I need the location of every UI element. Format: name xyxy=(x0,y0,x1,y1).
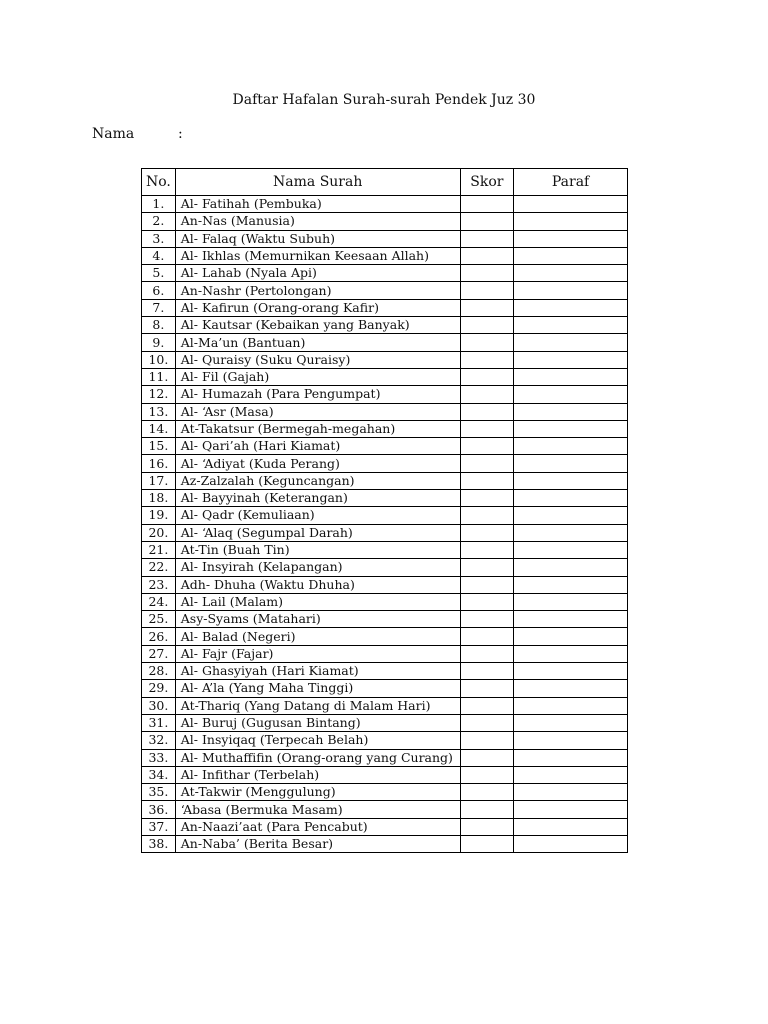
surah-name-cell: Al- Fil (Gajah) xyxy=(175,368,460,385)
skor-cell[interactable] xyxy=(460,663,513,680)
surah-name-cell: Al- Balad (Negeri) xyxy=(175,628,460,645)
table-row xyxy=(142,282,628,299)
paraf-cell[interactable] xyxy=(514,282,628,299)
skor-cell[interactable] xyxy=(460,247,513,264)
row-number: 24. xyxy=(142,593,176,610)
row-number: 38. xyxy=(142,835,176,852)
paraf-cell[interactable] xyxy=(514,524,628,541)
paraf-cell[interactable] xyxy=(514,213,628,230)
surah-name-cell: Al- Kautsar (Kebaikan yang Banyak) xyxy=(175,317,460,334)
table-row xyxy=(142,559,628,576)
row-number: 32. xyxy=(142,732,176,749)
paraf-cell[interactable] xyxy=(514,749,628,766)
paraf-cell[interactable] xyxy=(514,680,628,697)
surah-name-cell: An-Naba’ (Berita Besar) xyxy=(175,835,460,852)
skor-cell[interactable] xyxy=(460,697,513,714)
table-row xyxy=(142,593,628,610)
table-row xyxy=(142,265,628,282)
table-row xyxy=(142,317,628,334)
surah-name-cell: Al- Bayyinah (Keterangan) xyxy=(175,490,460,507)
skor-cell[interactable] xyxy=(460,749,513,766)
table-row xyxy=(142,403,628,420)
surah-name-cell: Al- Fajr (Fajar) xyxy=(175,645,460,662)
row-number: 35. xyxy=(142,784,176,801)
row-number: 3. xyxy=(142,230,176,247)
skor-cell[interactable] xyxy=(460,680,513,697)
skor-cell[interactable] xyxy=(460,818,513,835)
paraf-cell[interactable] xyxy=(514,541,628,558)
row-number: 2. xyxy=(142,213,176,230)
surah-name-cell: An-Naazi’aat (Para Pencabut) xyxy=(175,818,460,835)
table-row xyxy=(142,299,628,316)
table-row xyxy=(142,749,628,766)
surah-name-cell: Al-Ma’un (Bantuan) xyxy=(175,334,460,351)
surah-name-cell: Al- Qari’ah (Hari Kiamat) xyxy=(175,438,460,455)
header-skor: Skor xyxy=(460,169,513,196)
surah-name-cell: Al- Ikhlas (Memurnikan Keesaan Allah) xyxy=(175,247,460,264)
surah-name-cell: Al- Falaq (Waktu Subuh) xyxy=(175,230,460,247)
table-row xyxy=(142,576,628,593)
name-colon: : xyxy=(178,126,183,142)
paraf-cell[interactable] xyxy=(514,247,628,264)
skor-cell[interactable] xyxy=(460,265,513,282)
surah-name-cell: Al- Insyirah (Kelapangan) xyxy=(175,559,460,576)
table-header-row xyxy=(142,169,628,196)
row-number: 20. xyxy=(142,524,176,541)
surah-name-cell: Asy-Syams (Matahari) xyxy=(175,611,460,628)
row-number: 25. xyxy=(142,611,176,628)
paraf-cell[interactable] xyxy=(514,663,628,680)
row-number: 12. xyxy=(142,386,176,403)
row-number: 26. xyxy=(142,628,176,645)
surah-name-cell: At-Tin (Buah Tin) xyxy=(175,541,460,558)
row-number: 37. xyxy=(142,818,176,835)
row-number: 15. xyxy=(142,438,176,455)
row-number: 8. xyxy=(142,317,176,334)
row-number: 4. xyxy=(142,247,176,264)
skor-cell[interactable] xyxy=(460,334,513,351)
table-row xyxy=(142,680,628,697)
table-row xyxy=(142,766,628,783)
name-label: Nama xyxy=(92,126,135,142)
surah-name-cell: Al- Qadr (Kemuliaan) xyxy=(175,507,460,524)
table-row xyxy=(142,835,628,852)
paraf-cell[interactable] xyxy=(514,732,628,749)
table-row xyxy=(142,490,628,507)
table-row xyxy=(142,507,628,524)
skor-cell[interactable] xyxy=(460,386,513,403)
skor-cell[interactable] xyxy=(460,472,513,489)
paraf-cell[interactable] xyxy=(514,230,628,247)
skor-cell[interactable] xyxy=(460,420,513,437)
skor-cell[interactable] xyxy=(460,282,513,299)
row-number: 29. xyxy=(142,680,176,697)
surah-name-cell: An-Nas (Manusia) xyxy=(175,213,460,230)
paraf-cell[interactable] xyxy=(514,472,628,489)
paraf-cell[interactable] xyxy=(514,818,628,835)
skor-cell[interactable] xyxy=(460,490,513,507)
skor-cell[interactable] xyxy=(460,541,513,558)
table-row xyxy=(142,438,628,455)
paraf-cell[interactable] xyxy=(514,490,628,507)
table-row xyxy=(142,714,628,731)
paraf-cell[interactable] xyxy=(514,576,628,593)
row-number: 13. xyxy=(142,403,176,420)
skor-cell[interactable] xyxy=(460,801,513,818)
row-number: 10. xyxy=(142,351,176,368)
paraf-cell[interactable] xyxy=(514,697,628,714)
table-row xyxy=(142,351,628,368)
table-row xyxy=(142,801,628,818)
skor-cell[interactable] xyxy=(460,507,513,524)
surah-name-cell: Al- ‘Adiyat (Kuda Perang) xyxy=(175,455,460,472)
surah-name-cell: Al- Lail (Malam) xyxy=(175,593,460,610)
surah-name-cell: At-Takwir (Menggulung) xyxy=(175,784,460,801)
skor-cell[interactable] xyxy=(460,213,513,230)
surah-name-cell: Adh- Dhuha (Waktu Dhuha) xyxy=(175,576,460,593)
table-row xyxy=(142,230,628,247)
surah-name-cell: Az-Zalzalah (Keguncangan) xyxy=(175,472,460,489)
table-row xyxy=(142,386,628,403)
paraf-cell[interactable] xyxy=(514,835,628,852)
skor-cell[interactable] xyxy=(460,351,513,368)
paraf-cell[interactable] xyxy=(514,368,628,385)
header-paraf: Paraf xyxy=(514,169,628,196)
skor-cell[interactable] xyxy=(460,455,513,472)
surah-name-cell: Al- Fatihah (Pembuka) xyxy=(175,196,460,213)
paraf-cell[interactable] xyxy=(514,386,628,403)
row-number: 9. xyxy=(142,334,176,351)
surah-name-cell: Al- Insyiqaq (Terpecah Belah) xyxy=(175,732,460,749)
row-number: 34. xyxy=(142,766,176,783)
table-body xyxy=(142,196,628,853)
skor-cell[interactable] xyxy=(460,230,513,247)
table-row xyxy=(142,247,628,264)
row-number: 18. xyxy=(142,490,176,507)
table-row xyxy=(142,196,628,213)
surah-name-cell: Al- Ghasyiyah (Hari Kiamat) xyxy=(175,663,460,680)
paraf-cell[interactable] xyxy=(514,196,628,213)
header-nama-surah: Nama Surah xyxy=(175,169,460,196)
table-row xyxy=(142,628,628,645)
table-row xyxy=(142,697,628,714)
skor-cell[interactable] xyxy=(460,576,513,593)
skor-cell[interactable] xyxy=(460,784,513,801)
row-number: 6. xyxy=(142,282,176,299)
skor-cell[interactable] xyxy=(460,299,513,316)
paraf-cell[interactable] xyxy=(514,334,628,351)
skor-cell[interactable] xyxy=(460,524,513,541)
skor-cell[interactable] xyxy=(460,766,513,783)
paraf-cell[interactable] xyxy=(514,299,628,316)
row-number: 16. xyxy=(142,455,176,472)
table-row xyxy=(142,645,628,662)
row-number: 14. xyxy=(142,420,176,437)
paraf-cell[interactable] xyxy=(514,766,628,783)
surah-name-cell: Al- Quraisy (Suku Quraisy) xyxy=(175,351,460,368)
table-row xyxy=(142,732,628,749)
table-row xyxy=(142,524,628,541)
row-number: 5. xyxy=(142,265,176,282)
table-row xyxy=(142,213,628,230)
table-row xyxy=(142,611,628,628)
table-row xyxy=(142,541,628,558)
table-row xyxy=(142,334,628,351)
paraf-cell[interactable] xyxy=(514,317,628,334)
surah-name-cell: At-Thariq (Yang Datang di Malam Hari) xyxy=(175,697,460,714)
skor-cell[interactable] xyxy=(460,196,513,213)
surah-name-cell: Al- Kafirun (Orang-orang Kafir) xyxy=(175,299,460,316)
skor-cell[interactable] xyxy=(460,368,513,385)
surah-name-cell: Al- Infithar (Terbelah) xyxy=(175,766,460,783)
surah-name-cell: At-Takatsur (Bermegah-megahan) xyxy=(175,420,460,437)
surah-name-cell: ‘Abasa (Bermuka Masam) xyxy=(175,801,460,818)
row-number: 36. xyxy=(142,801,176,818)
paraf-cell[interactable] xyxy=(514,611,628,628)
row-number: 23. xyxy=(142,576,176,593)
row-number: 11. xyxy=(142,368,176,385)
surah-table xyxy=(141,168,628,853)
header-no: No. xyxy=(142,169,176,196)
paraf-cell[interactable] xyxy=(514,265,628,282)
table-row xyxy=(142,663,628,680)
paraf-cell[interactable] xyxy=(514,628,628,645)
surah-name-cell: Al- Humazah (Para Pengumpat) xyxy=(175,386,460,403)
paraf-cell[interactable] xyxy=(514,593,628,610)
row-number: 21. xyxy=(142,541,176,558)
skor-cell[interactable] xyxy=(460,559,513,576)
skor-cell[interactable] xyxy=(460,438,513,455)
skor-cell[interactable] xyxy=(460,732,513,749)
surah-name-cell: Al- Lahab (Nyala Api) xyxy=(175,265,460,282)
skor-cell[interactable] xyxy=(460,317,513,334)
paraf-cell[interactable] xyxy=(514,438,628,455)
table-row xyxy=(142,784,628,801)
paraf-cell[interactable] xyxy=(514,507,628,524)
paraf-cell[interactable] xyxy=(514,559,628,576)
table-row xyxy=(142,368,628,385)
row-number: 1. xyxy=(142,196,176,213)
surah-name-cell: Al- ‘Asr (Masa) xyxy=(175,403,460,420)
row-number: 22. xyxy=(142,559,176,576)
table-row xyxy=(142,818,628,835)
skor-cell[interactable] xyxy=(460,628,513,645)
surah-name-cell: An-Nashr (Pertolongan) xyxy=(175,282,460,299)
skor-cell[interactable] xyxy=(460,593,513,610)
paraf-cell[interactable] xyxy=(514,403,628,420)
skor-cell[interactable] xyxy=(460,714,513,731)
paraf-cell[interactable] xyxy=(514,351,628,368)
paraf-cell[interactable] xyxy=(514,420,628,437)
row-number: 7. xyxy=(142,299,176,316)
paraf-cell[interactable] xyxy=(514,714,628,731)
skor-cell[interactable] xyxy=(460,835,513,852)
paraf-cell[interactable] xyxy=(514,801,628,818)
skor-cell[interactable] xyxy=(460,645,513,662)
skor-cell[interactable] xyxy=(460,611,513,628)
surah-name-cell: Al- Buruj (Gugusan Bintang) xyxy=(175,714,460,731)
surah-name-cell: Al- Muthaffifin (Orang-orang yang Curang) xyxy=(175,749,460,766)
surah-name-cell: Al- ‘Alaq (Segumpal Darah) xyxy=(175,524,460,541)
row-number: 30. xyxy=(142,697,176,714)
table-row xyxy=(142,420,628,437)
skor-cell[interactable] xyxy=(460,403,513,420)
row-number: 33. xyxy=(142,749,176,766)
row-number: 17. xyxy=(142,472,176,489)
row-number: 28. xyxy=(142,663,176,680)
paraf-cell[interactable] xyxy=(514,784,628,801)
surah-name-cell: Al- A’la (Yang Maha Tinggi) xyxy=(175,680,460,697)
table-row xyxy=(142,455,628,472)
document-title: Daftar Hafalan Surah-surah Pendek Juz 30 xyxy=(232,92,536,108)
row-number: 19. xyxy=(142,507,176,524)
paraf-cell[interactable] xyxy=(514,455,628,472)
row-number: 31. xyxy=(142,714,176,731)
row-number: 27. xyxy=(142,645,176,662)
table-row xyxy=(142,472,628,489)
paraf-cell[interactable] xyxy=(514,645,628,662)
